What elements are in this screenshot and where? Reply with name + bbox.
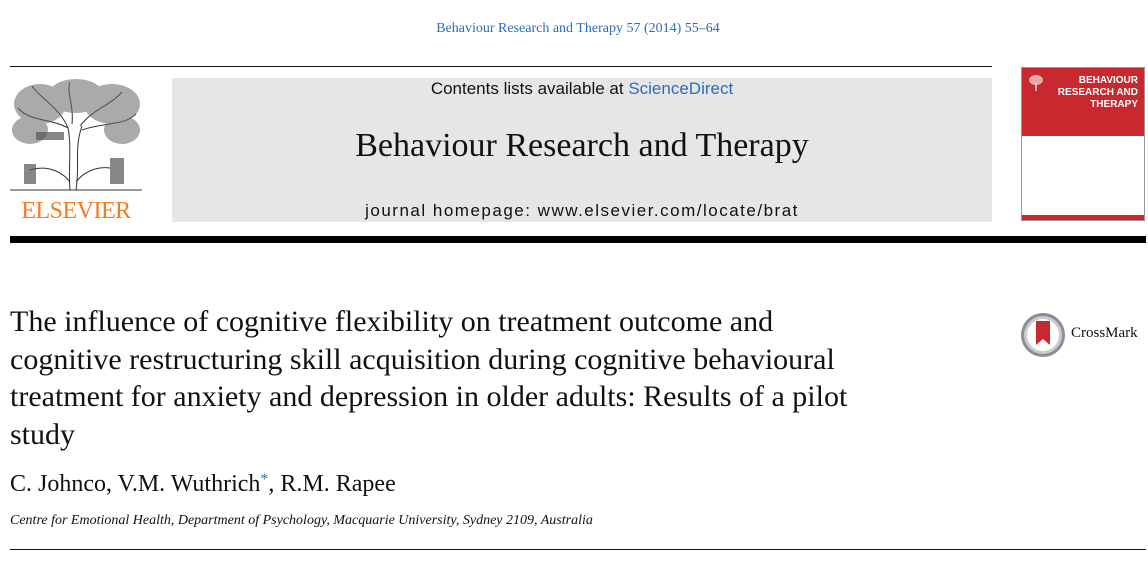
cover-bottom-band xyxy=(1022,215,1144,220)
elsevier-wordmark: ELSEVIER xyxy=(21,198,131,224)
cover-title xyxy=(1028,75,1138,111)
contents-prefix: Contents lists available at xyxy=(430,79,629,98)
article-title-line: treatment for anxiety and depression in older adults: Results of a pilot xyxy=(10,380,848,413)
author-name: C. Johnco, xyxy=(10,471,118,497)
crossmark-label: CrossMark xyxy=(1071,325,1138,341)
affiliation: Centre for Emotional Health, Department of Psychology, Macquarie University, Sydney 2109, Australia xyxy=(10,513,593,528)
author-list xyxy=(10,471,396,498)
journal-homepage[interactable]: journal homepage: www.elsevier.com/locate/brat xyxy=(365,201,799,220)
author-name: , R.M. Rapee xyxy=(268,471,396,497)
journal-masthead xyxy=(172,78,992,222)
article-title xyxy=(10,303,1000,453)
article-title-line: The influence of cognitive flexibility on treatment outcome and xyxy=(10,305,774,338)
elsevier-logo[interactable] xyxy=(10,78,142,224)
article-title-line: cognitive restructuring skill acquisition during cognitive behavioural xyxy=(10,342,835,376)
contents-line xyxy=(172,79,992,99)
crossmark-icon xyxy=(1019,311,1067,359)
journal-citation[interactable]: Behaviour Research and Therapy 57 (2014) 55–64 xyxy=(436,21,720,36)
thick-divider xyxy=(10,236,1146,243)
crossmark-badge[interactable] xyxy=(1019,311,1147,359)
corresponding-author-marker[interactable]: * xyxy=(260,471,269,488)
cover-title-line: BEHAVIOUR xyxy=(1078,75,1138,86)
article-title-line: study xyxy=(10,417,76,451)
journal-name: Behaviour Research and Therapy xyxy=(355,127,809,164)
author-name: V.M. Wuthrich xyxy=(117,471,261,497)
journal-cover[interactable] xyxy=(1021,67,1145,221)
elsevier-tree-icon xyxy=(10,78,142,196)
top-divider xyxy=(10,66,992,67)
cover-title-line: RESEARCH AND xyxy=(1057,87,1138,98)
cover-red-band xyxy=(1022,68,1144,136)
cover-title-line: THERAPY xyxy=(1090,99,1138,110)
sciencedirect-link[interactable]: ScienceDirect xyxy=(628,79,734,98)
bottom-divider xyxy=(10,549,1146,550)
